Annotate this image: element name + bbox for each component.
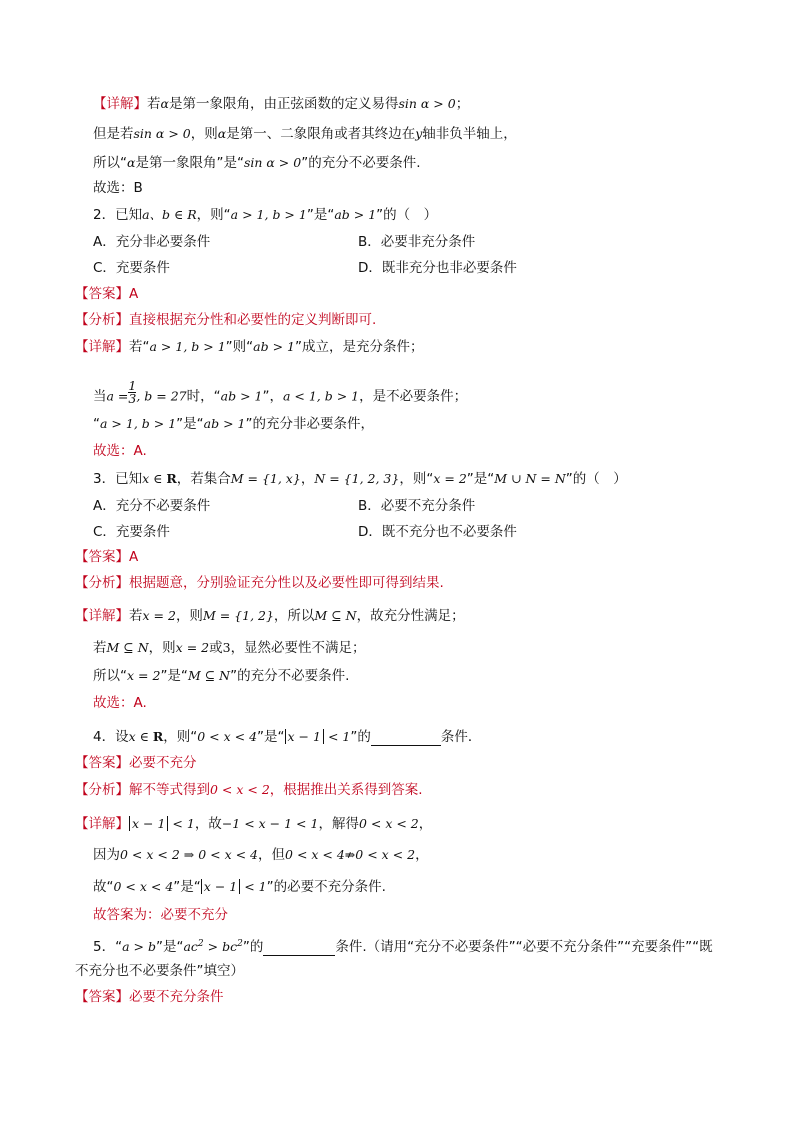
q2-detail-2: 当a = $\frac{1}{3}$ , b = 27时，“ab > 1”，a < 1, b > 1，是不必要条件； (93, 378, 468, 406)
q4-blank (371, 731, 441, 746)
q2-option-a: A．充分非必要条件 (93, 234, 211, 250)
p1-line-1: 【详解】若α是第一象限角，由正弦函数的定义易得sin α > 0； (93, 96, 470, 112)
q3-option-a: A．充分不必要条件 (93, 498, 211, 514)
detail-tag: 【详解】 (93, 96, 147, 112)
q2-analysis: 【分析】直接根据充分性和必要性的定义判断即可. (75, 312, 377, 328)
q3-detail-4: 故选：A. (93, 695, 147, 711)
q4-question: 4．设x ∈ R，则“0 < x < 4”是“ x − 1 < 1”的 条件． (93, 729, 482, 745)
q2-option-b: B．必要非充分条件 (358, 234, 476, 250)
q3-option-b: B．必要不充分条件 (358, 498, 476, 514)
q2-detail-4: 故选：A. (93, 443, 147, 459)
q3-option-d: D．既不充分也不必要条件 (358, 524, 517, 540)
q3-option-c: C．充要条件 (93, 524, 170, 540)
q4-answer: 【答案】必要不充分 (75, 755, 197, 771)
q5-question-line-2: 不充分也不必要条件”填空） (75, 963, 244, 979)
fraction-one-third: $\frac{1}{3}$ (128, 378, 137, 406)
q4-analysis: 【分析】解不等式得到0 < x < 2，根据推出关系得到答案. (75, 782, 423, 798)
q2-option-c: C．充要条件 (93, 260, 170, 276)
q4-detail-2: 因为0 < x < 2 ⇒ 0 < x < 4，但0 < x < 4⇏0 < x < 2， (93, 847, 429, 863)
p1-line-3: 所以“α是第一象限角”是“sin α > 0”的充分不必要条件. (93, 155, 421, 171)
q2-option-d: D．既非充分也非必要条件 (358, 260, 517, 276)
q4-detail-3: 故“0 < x < 4”是“ x − 1 < 1”的必要不充分条件. (93, 879, 386, 895)
q5-blank (263, 941, 335, 956)
q3-analysis: 【分析】根据题意，分别验证充分性以及必要性即可得到结果. (75, 575, 444, 591)
q4-detail-4: 故答案为：必要不充分 (93, 907, 228, 923)
q2-options-row-1 (93, 236, 210, 250)
p1-line-2: 但是若sin α > 0，则α是第一、二象限角或者其终边在y轴非负半轴上， (93, 126, 517, 142)
q2-answer: 【答案】A (75, 286, 139, 302)
p1-line-4: 故选：B (93, 180, 143, 196)
q5-question: 5．“a > b”是“$ac^2 > bc^2$”的 条件.（请用“充分不必要条件”“必要不充分条件”“充要条件”“既 (93, 939, 713, 955)
q5-answer: 【答案】必要不充分条件 (75, 989, 224, 1005)
q3-answer: 【答案】A (75, 549, 139, 565)
q4-detail-1: 【详解】 x − 1 < 1，故−1 < x − 1 < 1，解得0 < x < 2， (75, 816, 433, 832)
q3-question: 3．已知x ∈ R，若集合M = {1, x}，N = {1, 2, 3}，则“x = 2”是“M ∪ N = N”的（ ） (93, 471, 627, 487)
q2-question: 2．已知a、b ∈ R，则“a > 1, b > 1”是“ab > 1”的（ ） (93, 207, 438, 223)
q2-detail-1: 【详解】若“a > 1, b > 1”则“ab > 1”成立，是充分条件； (75, 339, 424, 355)
q2-detail-3: “a > 1, b > 1”是“ab > 1”的充分非必要条件， (93, 416, 374, 432)
q3-detail-3: 所以“x = 2”是“M ⊆ N”的充分不必要条件. (93, 668, 350, 684)
q2-options-row-2 (93, 262, 170, 276)
q3-detail-2: 若M ⊆ N，则x = 2或3，显然必要性不满足； (93, 640, 366, 656)
q3-detail-1: 【详解】若x = 2，则M = {1, 2}，所以M ⊆ N，故充分性满足； (75, 608, 465, 624)
